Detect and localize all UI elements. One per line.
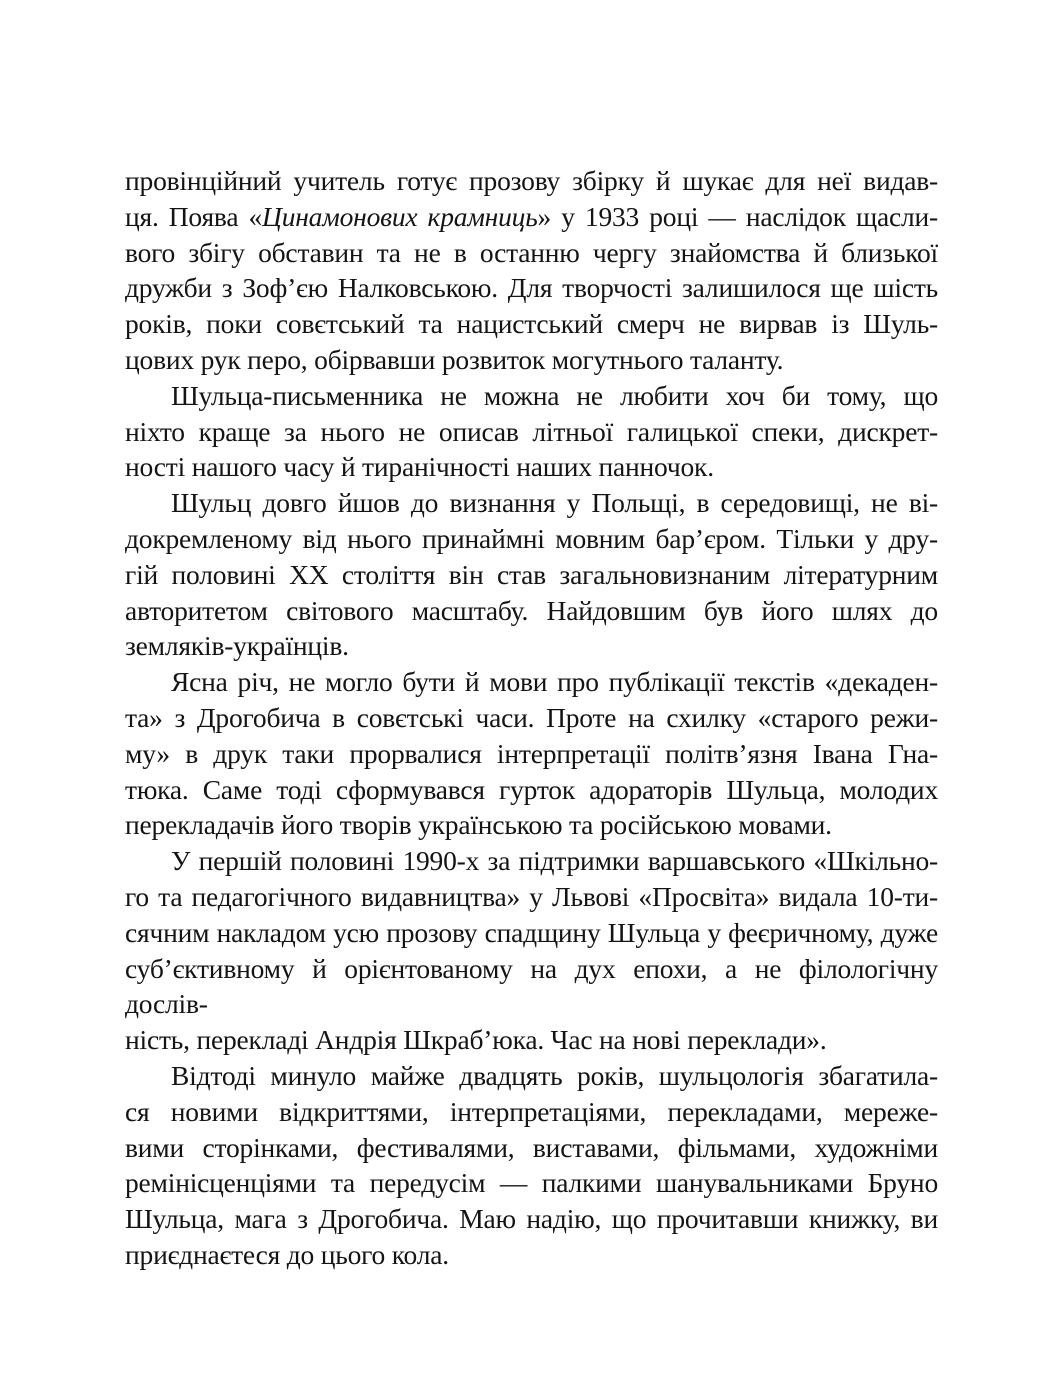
text-line bbox=[125, 807, 938, 843]
text-line bbox=[125, 1237, 938, 1273]
text-line bbox=[125, 449, 938, 485]
text-line bbox=[125, 306, 938, 342]
text-segment: докремленому від нього принаймні мовним бар’єром. Тільки у дру- bbox=[125, 522, 938, 554]
text-segment: сячним накладом усю прозову спадщину Шульца у феєричному, дуже bbox=[125, 916, 938, 948]
italic-book-title: Цинамонових крамниць bbox=[262, 200, 538, 232]
text-segment: » у 1933 році — наслідок щасли- bbox=[537, 200, 938, 232]
text-segment: авторитетом світового масштабу. Найдовшим був його шлях до bbox=[125, 594, 938, 626]
text-segment: Шульца-письменника не можна не любити хоч би тому, що bbox=[171, 379, 938, 411]
text-segment: приєднаєтеся до цього кола. bbox=[125, 1238, 449, 1270]
text-line bbox=[125, 199, 938, 235]
text-segment: суб’єктивному й орієнтованому на дух епохи, а не філологічну дослів- bbox=[125, 952, 938, 1020]
paragraph bbox=[125, 378, 938, 485]
text-line bbox=[125, 1058, 938, 1094]
text-line bbox=[125, 1094, 938, 1130]
text-line bbox=[125, 414, 938, 450]
text-block bbox=[125, 163, 938, 1273]
text-segment: провінційний учитель готує прозову збірку й шукає для неї видав- bbox=[125, 165, 938, 196]
text-line bbox=[125, 163, 938, 199]
text-line bbox=[125, 485, 938, 521]
text-segment: ніхто краще за нього не описав літньої галицької спеки, дискрет- bbox=[125, 415, 938, 447]
text-segment: го та педагогічного видавництва» у Львові «Просвіта» видала 10-ти- bbox=[125, 880, 938, 912]
text-segment: ця. Поява « bbox=[125, 200, 263, 232]
text-line bbox=[125, 772, 938, 808]
text-segment: ся новими відкриттями, інтерпретаціями, перекладами, мереже- bbox=[125, 1095, 938, 1127]
text-segment: вого збігу обставин та не в останню чергу знайомства й близької bbox=[125, 236, 938, 268]
text-segment: му» в друк таки прорвалися інтерпретації політв’язня Івана Гна- bbox=[125, 737, 938, 769]
paragraph bbox=[125, 1058, 938, 1273]
text-segment: ремінісценціями та передусім — палкими шанувальниками Бруно bbox=[125, 1167, 938, 1199]
text-segment: та» з Дрогобича в совєтські часи. Проте на схилку «старого режи- bbox=[125, 701, 938, 733]
text-line bbox=[125, 235, 938, 271]
text-segment: ності нашого часу й тиранічності наших панночок. bbox=[125, 451, 714, 483]
text-segment: гій половині XX століття він став загальновизнаним літературним bbox=[125, 558, 938, 590]
text-segment: ність, перекладі Андрія Шкраб’юка. Час на нові переклади». bbox=[125, 1024, 827, 1056]
text-line bbox=[125, 1201, 938, 1237]
text-segment: Шульц довго йшов до визнання у Польщі, в середовищі, не ві- bbox=[171, 487, 938, 519]
text-line bbox=[125, 342, 938, 378]
text-line bbox=[125, 951, 938, 1023]
text-segment: земляків-українців. bbox=[125, 630, 349, 662]
text-segment: років, поки совєтський та нацистський смерч не вирвав із Шуль- bbox=[125, 308, 938, 340]
text-segment: У першій половині 1990-х за підтримки варшавського «Шкільно- bbox=[171, 845, 938, 877]
text-segment: Шульца, мага з Дрогобича. Маю надію, що прочитавши книжку, ви bbox=[125, 1203, 938, 1235]
text-segment: цових рук перо, обірвавши розвиток могутнього таланту. bbox=[125, 343, 784, 375]
text-line bbox=[125, 593, 938, 629]
text-line bbox=[125, 378, 938, 414]
text-line bbox=[125, 879, 938, 915]
text-line bbox=[125, 557, 938, 593]
text-segment: тюка. Саме тоді сформувався гурток адораторів Шульца, молодих bbox=[125, 773, 938, 805]
text-line bbox=[125, 736, 938, 772]
text-line bbox=[125, 628, 938, 664]
text-line bbox=[125, 1165, 938, 1201]
text-segment: дружби з Зоф’єю Налковською. Для творчості залишилося ще шість bbox=[125, 272, 938, 304]
paragraph bbox=[125, 163, 938, 378]
paragraph bbox=[125, 843, 938, 1058]
text-line bbox=[125, 1130, 938, 1166]
text-line bbox=[125, 1022, 938, 1058]
text-line bbox=[125, 521, 938, 557]
text-line bbox=[125, 843, 938, 879]
text-segment: перекладачів його творів українською та російською мовами. bbox=[125, 809, 832, 841]
text-segment: Ясна річ, не могло бути й мови про публікації текстів «декаден- bbox=[171, 666, 938, 698]
paragraph bbox=[125, 485, 938, 664]
text-line bbox=[125, 664, 938, 700]
text-line bbox=[125, 915, 938, 951]
text-segment: вими сторінками, фестивалями, виставами, фільмами, художніми bbox=[125, 1131, 938, 1163]
text-line bbox=[125, 270, 938, 306]
text-segment: Відтоді минуло майже двадцять років, шульцологія збагатила- bbox=[171, 1059, 938, 1091]
paragraph bbox=[125, 664, 938, 843]
text-line bbox=[125, 700, 938, 736]
